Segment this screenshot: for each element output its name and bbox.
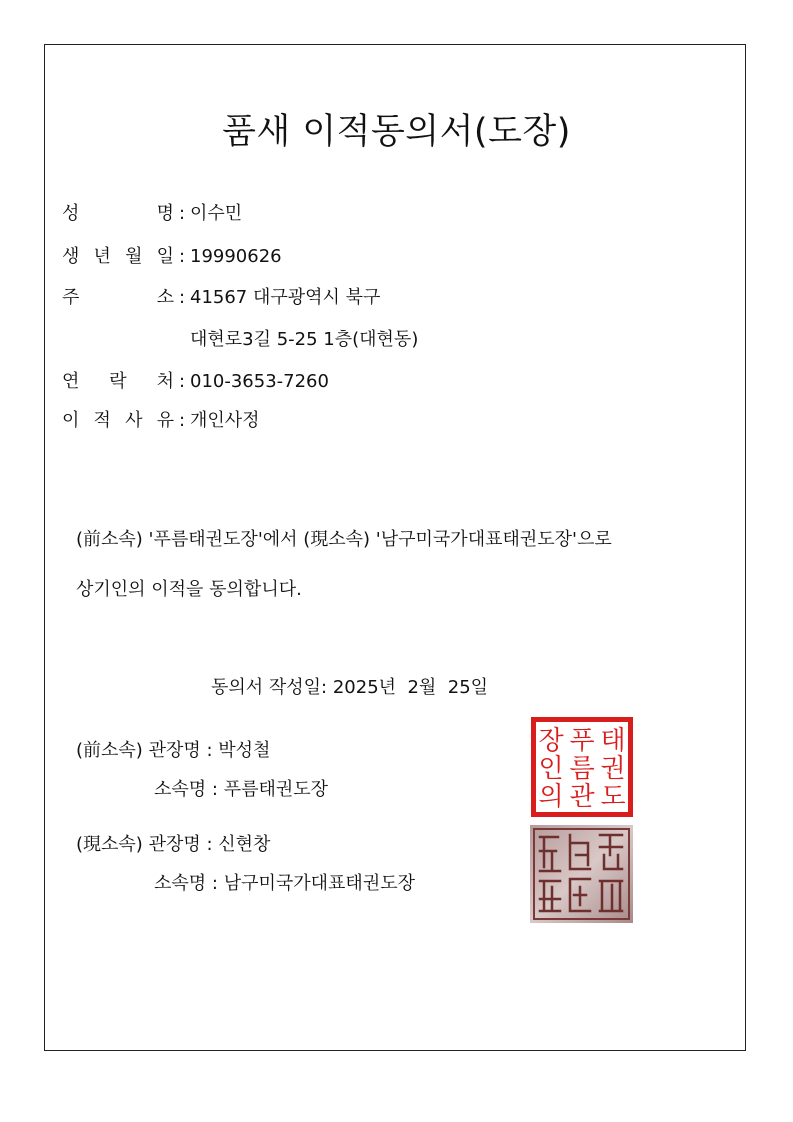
current-dojo-row: 소속명 : 남구미국가대표태권도장 — [154, 873, 415, 894]
previous-seal-stamp — [531, 717, 633, 817]
field-contact: 연 락 처 : 010-3653-7260 — [62, 369, 329, 395]
field-reason: 이 적 사 유 : 개인사정 — [62, 408, 260, 434]
seal-char: 름 — [569, 754, 595, 784]
field-label: 연 락 처 — [62, 371, 174, 392]
current-director-label: 관장명 — [148, 834, 201, 855]
birth-value: 19990626 — [190, 246, 282, 267]
document-title: 품새 이적동의서(도장) — [222, 112, 571, 152]
statement-line1: (前소속) '푸름태권도장'에서 (現소속) '남구미국가대표태권도장'으로 — [76, 529, 612, 550]
field-label: 생 년 월 일 — [62, 246, 174, 267]
field-label: 주 소 — [62, 287, 174, 308]
name-value: 이수민 — [190, 203, 243, 224]
seal-char: 도 — [600, 782, 626, 812]
previous-director-label: 관장명 — [148, 740, 201, 761]
seal-char: 인 — [538, 754, 564, 784]
current-dojo-label: 소속명 — [154, 873, 207, 894]
statement-line2: 상기인의 이적을 동의합니다. — [76, 579, 302, 600]
address-value-line1: 41567 대구광역시 북구 — [190, 287, 381, 308]
field-label: 이 적 사 유 — [62, 410, 174, 431]
previous-director-row: (前소속) 관장명 : 박성철 — [76, 740, 271, 761]
seal-char: 장 — [538, 726, 564, 756]
current-director-row: (現소속) 관장명 : 신현창 — [76, 834, 271, 855]
field-name: 성 명 : 이수민 — [62, 201, 242, 227]
previous-dojo-row: 소속명 : 푸름태권도장 — [154, 779, 329, 800]
current-prefix: (現소속) — [76, 834, 143, 855]
seal-background — [530, 825, 633, 923]
seal-char: 관 — [569, 782, 595, 812]
previous-director-name: 박성철 — [218, 740, 271, 761]
address-value-line2: 대현로3길 5-25 1층(대현동) — [190, 329, 419, 350]
seal-char: 태 — [600, 726, 626, 756]
current-seal-stamp — [530, 825, 633, 923]
previous-dojo-name: 푸름태권도장 — [223, 779, 329, 800]
field-label: 성 명 — [62, 203, 174, 224]
seal-char: 의 — [538, 782, 564, 812]
reason-value: 개인사정 — [190, 410, 260, 431]
field-birth: 생 년 월 일 : 19990626 — [62, 244, 282, 270]
contact-value: 010-3653-7260 — [190, 371, 329, 392]
seal-char: 권 — [600, 754, 626, 784]
current-director-name: 신현창 — [218, 834, 271, 855]
previous-dojo-label: 소속명 — [154, 779, 207, 800]
current-dojo-name: 남구미국가대표태권도장 — [223, 873, 415, 894]
date-line: 동의서 작성일: 2025년 2월 25일 — [211, 677, 489, 698]
seal-char: 푸 — [569, 726, 595, 756]
field-address: 주 소 : 41567 대구광역시 북구 — [62, 285, 380, 311]
previous-prefix: (前소속) — [76, 740, 143, 761]
